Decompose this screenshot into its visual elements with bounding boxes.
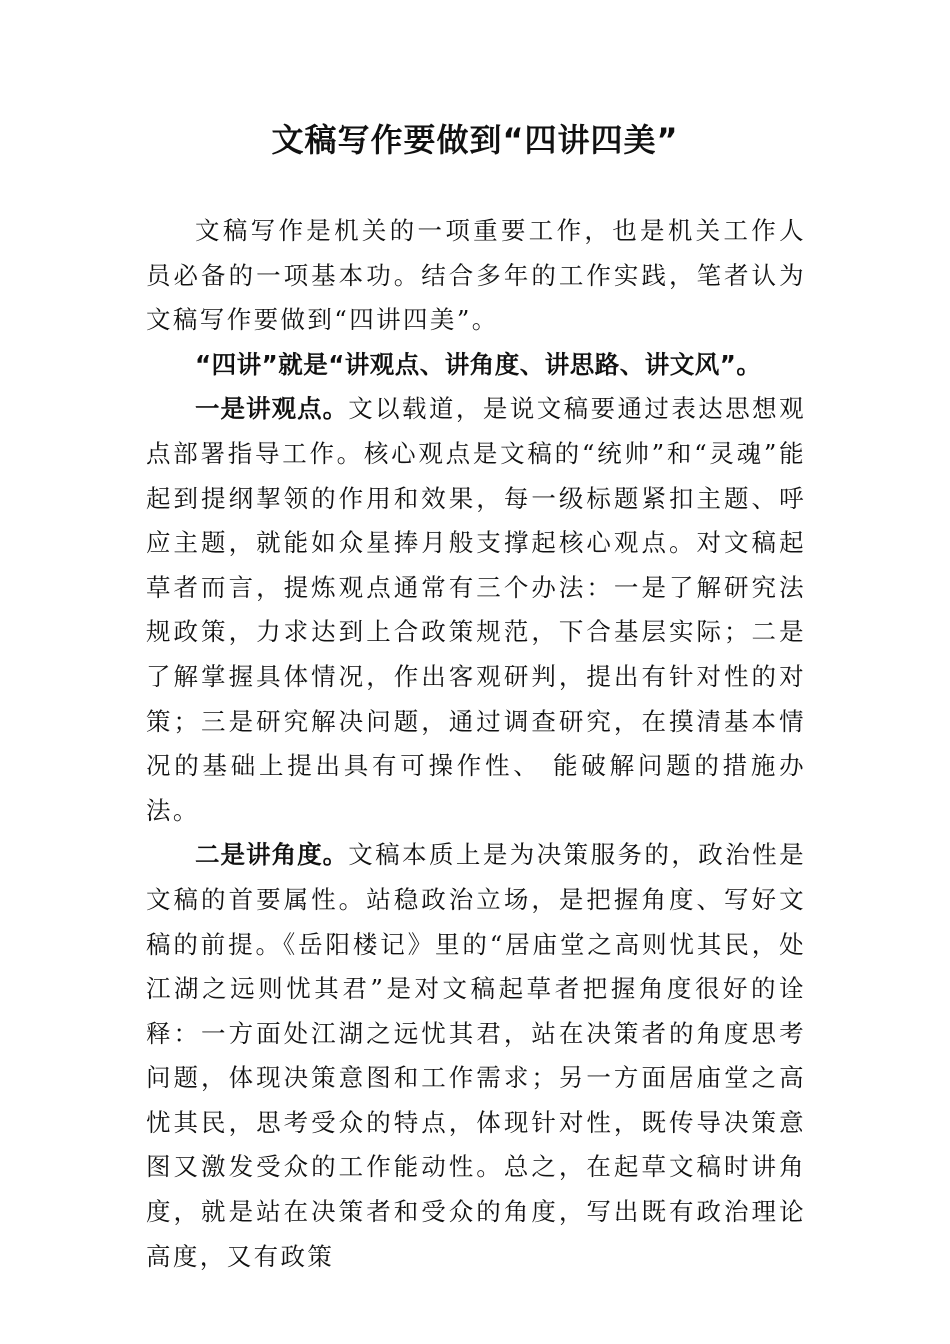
section-angle-paragraph	[146, 833, 806, 1279]
document-body	[146, 209, 806, 1279]
section-angle-text: 文稿本质上是为决策服务的，政治性是文稿的首要属性。站稳政治立场，是把握角度、写好文稿的前提。《岳阳楼记》里的“居庙堂之高则忧其民，处江湖之远则忧其君”是对文稿起草者把握角度很好的诠释：一方面处江湖之远忧其君，站在决策者的角度思考问题，体现决策意图和工作需求；另一方面居庙堂之高忧其民，思考受众的特点，体现针对性，既传导决策意图又激发受众的工作能动性。总之，在起草文稿时讲角度，就是站在决策者和受众的角度，写出既有政治理论高度，又有政策	[146, 840, 806, 1271]
section-viewpoint-text: 文以载道，是说文稿要通过表达思想观点部署指导工作。核心观点是文稿的“统帅”和“灵魂”能起到提纲挈领的作用和效果，每一级标题紧扣主题、呼应主题，就能如众星捧月般支撑起核心观点。对文稿起草者而言，提炼观点通常有三个办法：一是了解研究法规政策，力求达到上合政策规范，下合基层实际；二是了解掌握具体情况，作出客观研判，提出有针对性的对策；三是研究解决问题，通过调查研究，在摸清基本情况的基础上提出具有可操作性、 能破解问题的措施办法。	[146, 394, 806, 825]
four-points-heading: “四讲”就是“讲观点、讲角度、讲思路、讲文风”。	[195, 349, 762, 379]
section-viewpoint-paragraph	[146, 387, 806, 833]
section-viewpoint-lead: 一是讲观点。	[195, 394, 349, 424]
section-angle-lead: 二是讲角度。	[195, 840, 349, 870]
intro-paragraph: 文稿写作是机关的一项重要工作，也是机关工作人员必备的一项基本功。结合多年的工作实践，笔者认为文稿写作要做到“四讲四美”。	[146, 216, 806, 335]
document-title: 文稿写作要做到“四讲四美”	[271, 121, 679, 159]
